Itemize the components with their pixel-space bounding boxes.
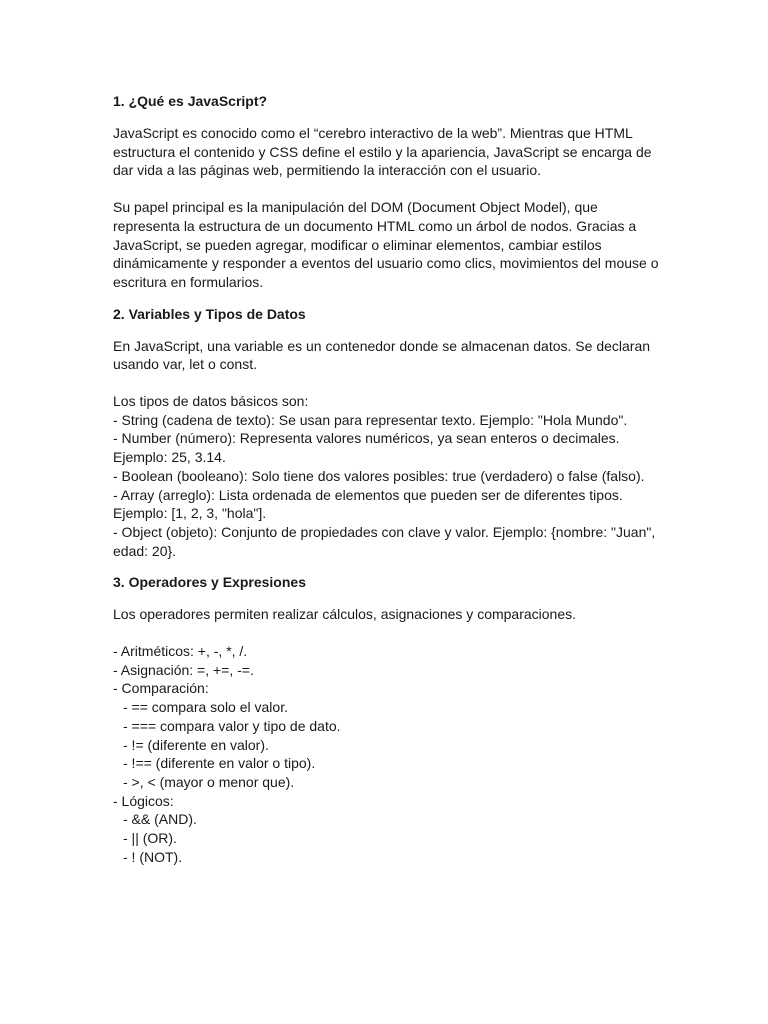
sub-list-item: - != (diferente en valor). bbox=[123, 736, 269, 753]
list-item: - Comparación: bbox=[113, 680, 209, 697]
operators-list bbox=[113, 642, 668, 866]
section-3-heading: 3. Operadores y Expresiones bbox=[113, 574, 306, 591]
text-line: Los operadores permiten realizar cálculos, asignaciones y comparaciones. bbox=[113, 606, 577, 623]
list-item: - Number (número): Representa valores numéricos, ya sean enteros o decimales. bbox=[113, 430, 620, 447]
list-item: - Lógicos: bbox=[113, 792, 174, 809]
text-line: JavaScript, se pueden agregar, modificar o eliminar elementos, cambiar estilos bbox=[113, 236, 602, 253]
text-line: Los tipos de datos básicos son: bbox=[113, 393, 309, 410]
section-2-heading: 2. Variables y Tipos de Datos bbox=[113, 305, 306, 322]
text-line: representa la estructura de un documento HTML como un árbol de nodos. Gracias a bbox=[113, 217, 637, 234]
list-item: - Boolean (booleano): Solo tiene dos valores posibles: true (verdadero) o false (falso). bbox=[113, 467, 645, 484]
section-2-paragraph-2 bbox=[113, 392, 668, 560]
section-1-paragraph-1 bbox=[113, 124, 668, 180]
sub-list-item: - && (AND). bbox=[123, 811, 197, 828]
text-line: estructura el contenido y CSS define el estilo y la apariencia, JavaScript se encarga de bbox=[113, 143, 652, 160]
list-item: - Array (arreglo): Lista ordenada de elementos que pueden ser de diferentes tipos. bbox=[113, 486, 623, 503]
text-line: Su papel principal es la manipulación del DOM (Document Object Model), que bbox=[113, 199, 598, 216]
list-item: - Aritméticos: +, -, *, /. bbox=[113, 643, 248, 660]
sub-list-item: - || (OR). bbox=[123, 830, 177, 847]
list-item: - Object (objeto): Conjunto de propiedades con clave y valor. Ejemplo: {nombre: "Juan", bbox=[113, 523, 656, 540]
sub-list-item: - !== (diferente en valor o tipo). bbox=[123, 755, 316, 772]
sub-list-item: - ! (NOT). bbox=[123, 848, 183, 865]
sub-list-item: - == compara solo el valor. bbox=[123, 699, 288, 716]
text-line: dar vida a las páginas web, permitiendo la interacción con el usuario. bbox=[113, 162, 542, 179]
text-line: usando var, let o const. bbox=[113, 356, 257, 373]
section-2-paragraph-1 bbox=[113, 337, 668, 374]
list-item: - Asignación: =, +=, -=. bbox=[113, 661, 254, 678]
text-line: JavaScript es conocido como el “cerebro interactivo de la web”. Mientras que HTML bbox=[113, 125, 633, 141]
text-line: escritura en formularios. bbox=[113, 273, 264, 290]
sub-list-item: - >, < (mayor o menor que). bbox=[123, 773, 295, 790]
text-line: dinámicamente y responder a eventos del usuario como clics, movimientos del mouse o bbox=[113, 255, 659, 272]
section-3-paragraph-1 bbox=[113, 605, 668, 624]
text-line: Ejemplo: [1, 2, 3, "hola"]. bbox=[113, 505, 267, 522]
text-line: Ejemplo: 25, 3.14. bbox=[113, 449, 226, 466]
section-1-heading: 1. ¿Qué es JavaScript? bbox=[113, 93, 268, 109]
text-line: edad: 20}. bbox=[113, 542, 177, 559]
sub-list-item: - === compara valor y tipo de dato. bbox=[123, 717, 341, 734]
section-1-paragraph-2 bbox=[113, 198, 668, 292]
text-line: En JavaScript, una variable es un contenedor donde se almacenan datos. Se declaran bbox=[113, 337, 651, 354]
list-item: - String (cadena de texto): Se usan para representar texto. Ejemplo: "Hola Mundo". bbox=[113, 411, 628, 428]
